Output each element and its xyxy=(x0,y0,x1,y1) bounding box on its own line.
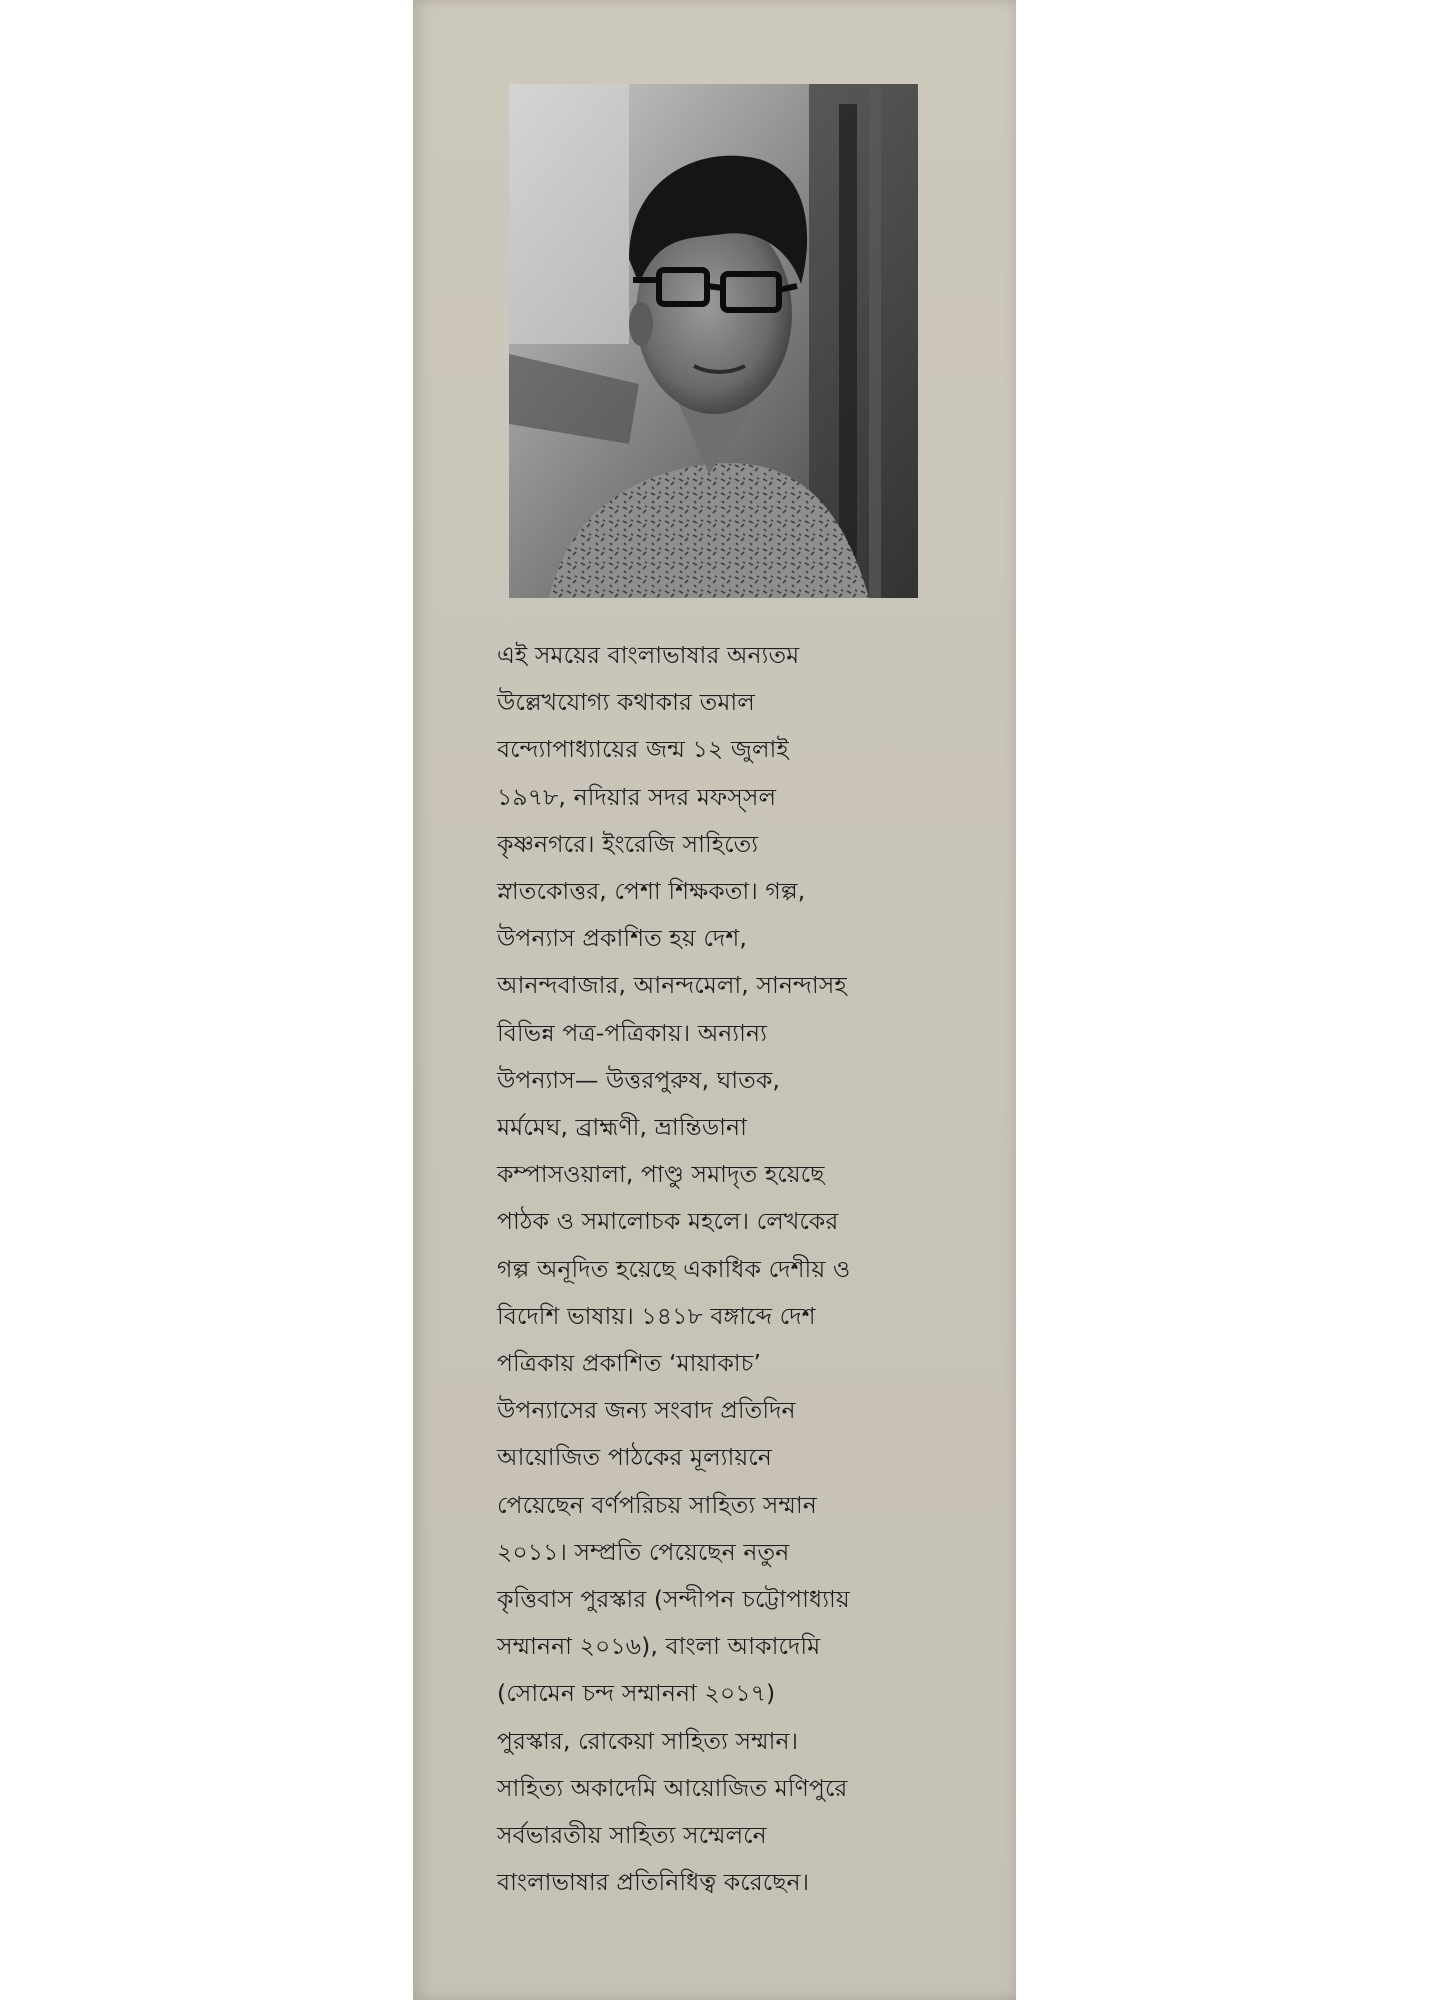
bio-line: বন্দ্যোপাধ্যায়ের জন্ম ১২ জুলাই xyxy=(497,735,789,764)
bio-line: পত্রিকায় প্রকাশিত ‘মায়াকাচ’ xyxy=(497,1349,762,1378)
bio-line: পাঠক ও সমালোচক মহলে। লেখকের xyxy=(497,1207,839,1236)
bio-line: সর্বভারতীয় সাহিত্য সম্মেলনে xyxy=(497,1821,767,1850)
bio-line: কম্পাসওয়ালা, পাণ্ডু সমাদৃত হয়েছে xyxy=(497,1160,825,1189)
bio-line: বিদেশি ভাষায়। ১৪১৮ বঙ্গাব্দে দেশ xyxy=(497,1301,816,1330)
bio-line: উল্লেখযোগ্য কথাকার তমাল xyxy=(497,688,755,717)
bio-line: ২০১১। সম্প্রতি পেয়েছেন নতুন xyxy=(497,1537,790,1566)
bio-line: উপন্যাসের জন্য সংবাদ প্রতিদিন xyxy=(497,1396,796,1425)
bio-line: (সোমেন চন্দ সম্মাননা ২০১৭) xyxy=(497,1679,776,1708)
bio-line: বাংলাভাষার প্রতিনিধিত্ব করেছেন। xyxy=(497,1868,810,1897)
bio-line: পেয়েছেন বর্ণপরিচয় সাহিত্য সম্মান xyxy=(497,1490,817,1519)
bio-line: স্নাতকোত্তর, পেশা শিক্ষকতা। গল্প, xyxy=(497,877,806,906)
bio-line: কৃত্তিবাস পুরস্কার (সন্দীপন চট্টোপাধ্যায় xyxy=(497,1585,850,1614)
author-portrait-icon xyxy=(509,84,918,598)
bio-line: আনন্দবাজার, আনন্দমেলা, সানন্দাসহ xyxy=(497,971,847,1000)
bio-line: উপন্যাস প্রকাশিত হয় দেশ, xyxy=(497,924,747,953)
bio-line: সম্মাননা ২০১৬), বাংলা আকাদেমি xyxy=(497,1632,821,1661)
bio-line: এই সময়ের বাংলাভাষার অন্যতম xyxy=(497,641,800,669)
bio-line: কৃষ্ণনগরে। ইংরেজি সাহিত্যে xyxy=(497,829,759,858)
bio-line: পুরস্কার, রোকেয়া সাহিত্য সম্মান। xyxy=(497,1726,799,1755)
bio-line: মর্মমেঘ, ব্রাহ্মণী, ভ্রান্তিডানা xyxy=(497,1113,747,1142)
bio-line: গল্প অনূদিত হয়েছে একাধিক দেশীয় ও xyxy=(497,1254,851,1283)
bio-line: আয়োজিত পাঠকের মূল্যায়নে xyxy=(497,1443,772,1472)
author-biography xyxy=(497,632,967,1906)
book-jacket-flap xyxy=(413,0,1016,2000)
bio-line: ১৯৭৮, নদিয়ার সদর মফস্‌সল xyxy=(497,782,777,811)
bio-line: সাহিত্য অকাদেমি আয়োজিত মণিপুরে xyxy=(497,1773,848,1802)
bio-line: উপন্যাস— উত্তরপুরুষ, ঘাতক, xyxy=(497,1065,780,1094)
author-portrait-photo xyxy=(509,84,918,598)
bio-line: বিভিন্ন পত্র-পত্রিকায়। অন্যান্য xyxy=(497,1018,767,1047)
